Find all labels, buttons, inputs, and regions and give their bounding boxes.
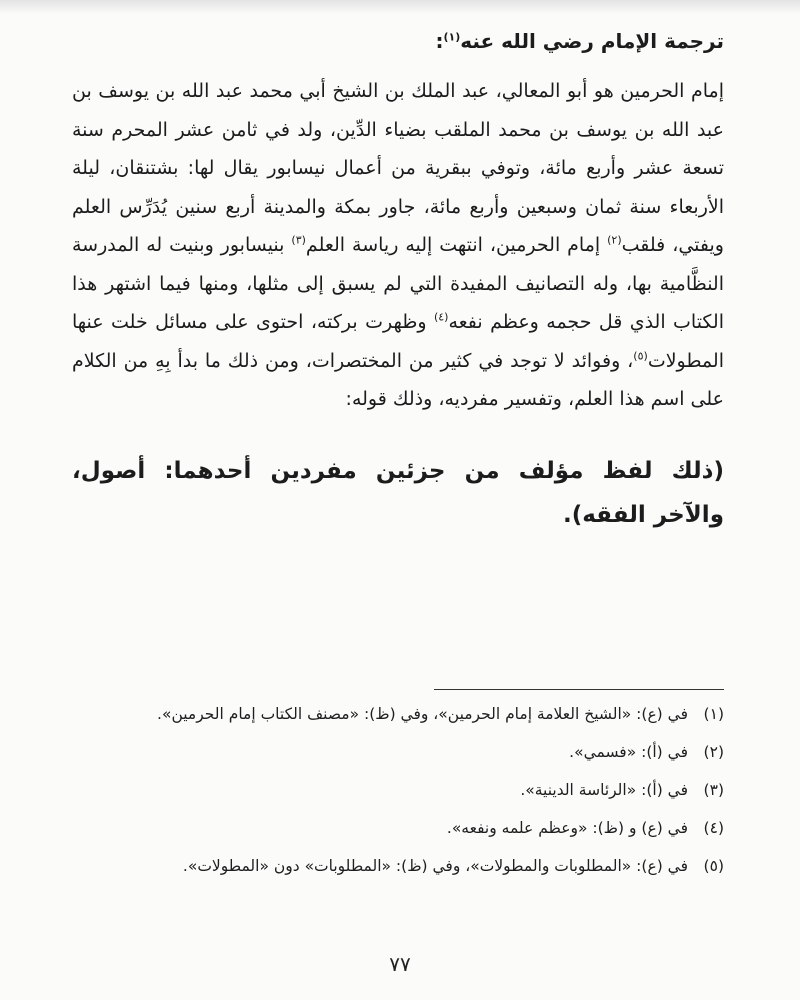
footnote-text: في (ع): «الشيخ العلامة إمام الحرمين»، وفي (ظ): «مصنف الكتاب إمام الحرمين». [157,705,688,723]
body-segment-2: إمام الحرمين، انتهت إليه رياسة العلم [305,234,608,256]
body-paragraph [72,72,724,419]
body-segment-3: بنيسابور وبنيت له المدرسة النظَّامية بها، وله التصانيف المفيدة التي لم يسبق إلى مثلها، ومنها فيما اشتهر هذا الكتاب الذي قل حجمه وعظم نفعه [72,234,724,333]
footnote-number: (٢) [703,743,724,761]
footnotes-list [72,700,724,890]
footnote-item [72,852,724,880]
footnote-number: (٣) [703,781,724,799]
footnote-text: في (ع): «المطلوبات والمطولات»، وفي (ظ): «المطلوبات» دون «المطولات». [182,857,688,875]
footnote-item [72,738,724,766]
footnote-ref-1: (١) [443,30,461,44]
body-segment-5: ، وفوائد لا توجد في كثير من المختصرات، ومن ذلك ما بدأ بِهِ من الكلام على اسم هذا العلم، وتفسير مفرديه، وذلك قوله: [72,349,724,410]
footnote-text: في (أ): «الرئاسة الدينية». [520,781,688,799]
footnote-number: (٥) [703,857,724,875]
footnote-item [72,700,724,728]
heading-title: ترجمة الإمام رضي الله عنه [460,29,724,53]
section-heading [72,24,724,58]
main-text-block [72,24,724,537]
footnote-ref-5: (٥) [633,349,648,363]
footnote-ref-3: (٣) [291,233,306,247]
footnote-ref-2: (٢) [607,233,622,247]
quoted-text: (ذلك لفظ مؤلف من جزئين مفردين أحدهما: أصول، والآخر الفقه). [72,457,724,528]
body-segment-4: وظهرت بركته، احتوى على مسائل خلت عنها المطولات [72,311,724,372]
footnote-ref-4: (٤) [433,310,449,324]
footnote-item [72,814,724,842]
footnote-item [72,776,724,804]
footnote-number: (١) [703,705,724,723]
scan-edge [0,0,800,14]
body-segment-1: إمام الحرمين هو أبو المعالي، عبد الملك بن الشيخ أبي محمد عبد الله بن يوسف بن عبد الله بن يوسف بن محمد الملقب بضياء الدِّين، ولد في ثامن عشر المحرم سنة تسعة عشر وأربع مائة، وتوفي ببقرية من أعمال نيسابور يقال لها: بشتنقان، ليلة الأربعاء سنة ثمان وسبعين وأربع مائة، جاور بمكة والمدينة أربع سنين يُدَرِّس العلم ويفتي، فلقب [72,80,724,256]
footnote-text: في (أ): «فسمي». [569,743,688,761]
footnote-divider [434,689,724,690]
heading-colon: : [435,29,444,53]
footnote-number: (٤) [703,819,724,837]
page-number: ٧٧ [389,952,411,976]
footnote-text: في (ع) و (ظ): «وعظم علمه ونفعه». [446,819,688,837]
